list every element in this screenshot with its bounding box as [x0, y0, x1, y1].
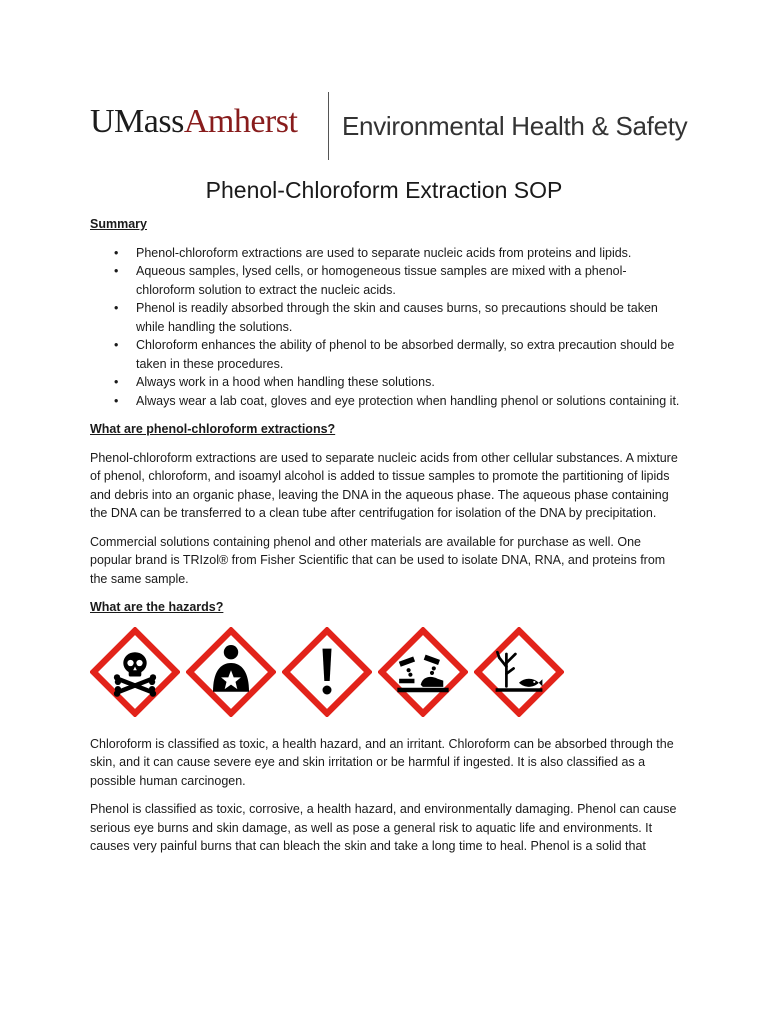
phenol-hazard-paragraph: Phenol is classified as toxic, corrosive, a health hazard, and environmentally damaging. Phenol can cause serious eye burns and skin damage, as well as pose a general risk to aquatic life and environments. It causes very painful burns that can bleach the skin and take a long time to heal. Phenol is a solid that — [90, 802, 677, 853]
summary-list — [90, 244, 680, 411]
header-divider — [328, 92, 329, 160]
chloroform-hazard-paragraph: Chloroform is classified as toxic, a health hazard, and an irritant. Chloroform can be absorbed through the skin, and it can cause severe eye and skin irritation or be harmful if ingested. It is also classified as a possible human carcinogen. — [90, 736, 674, 788]
health-hazard-icon — [186, 627, 276, 717]
ghs-pictograms — [90, 627, 680, 723]
list-item: • Aqueous samples, lysed cells, or homogeneous tissue samples are mixed with a phenol-chloroform solution to extract the nucleic acids. — [136, 262, 680, 299]
summary-heading: Summary — [90, 217, 147, 231]
extractions-heading: What are phenol-chloroform extractions? — [90, 422, 336, 436]
skull-crossbones-icon — [90, 627, 180, 717]
extractions-paragraph-1: Phenol-chloroform extractions are used to separate nucleic acids from other cellular substances. A mixture of phenol, chloroform, and isoamyl alcohol is added to tissue samples to promote the partitioning of lipids and debris into an organic phase, leaving the DNA in the aqueous phase. The aqueous phase containing the DNA can be transferred to a clean tube after centrifugation for isolation of the DNA by precipitation. — [90, 450, 678, 520]
list-item: • Chloroform enhances the ability of phenol to be absorbed dermally, so extra precaution should be taken in these procedures. — [136, 336, 680, 373]
list-item: • Always work in a hood when handling these solutions. — [136, 373, 680, 392]
corrosion-icon — [378, 627, 468, 717]
document-title: Phenol-Chloroform Extraction SOP — [205, 177, 563, 203]
list-item: • Phenol-chloroform extractions are used to separate nucleic acids from proteins and lipids. — [136, 244, 680, 263]
department-name: Environmental Health & Safety — [342, 111, 688, 141]
hazards-heading: What are the hazards? — [90, 600, 224, 614]
list-item: • Always wear a lab coat, gloves and eye protection when handling phenol or solutions containing it. — [136, 392, 680, 411]
exclamation-icon — [282, 627, 372, 717]
header — [90, 92, 688, 162]
extractions-paragraph-2: Commercial solutions containing phenol and other materials are available for purchase as well. One popular brand is TRIzol® from Fisher Scientific that can be used to isolate DNA, RNA, and proteins from the same sample. — [90, 534, 666, 586]
umass-amherst-logo — [90, 102, 297, 142]
document-body — [90, 215, 680, 866]
logo-amherst-text: Amherst — [183, 103, 298, 140]
environment-icon — [474, 627, 564, 717]
list-item: • Phenol is readily absorbed through the skin and causes burns, so precautions should be taken while handling the solutions. — [136, 299, 680, 336]
logo-umass-text: UMass — [90, 103, 184, 140]
